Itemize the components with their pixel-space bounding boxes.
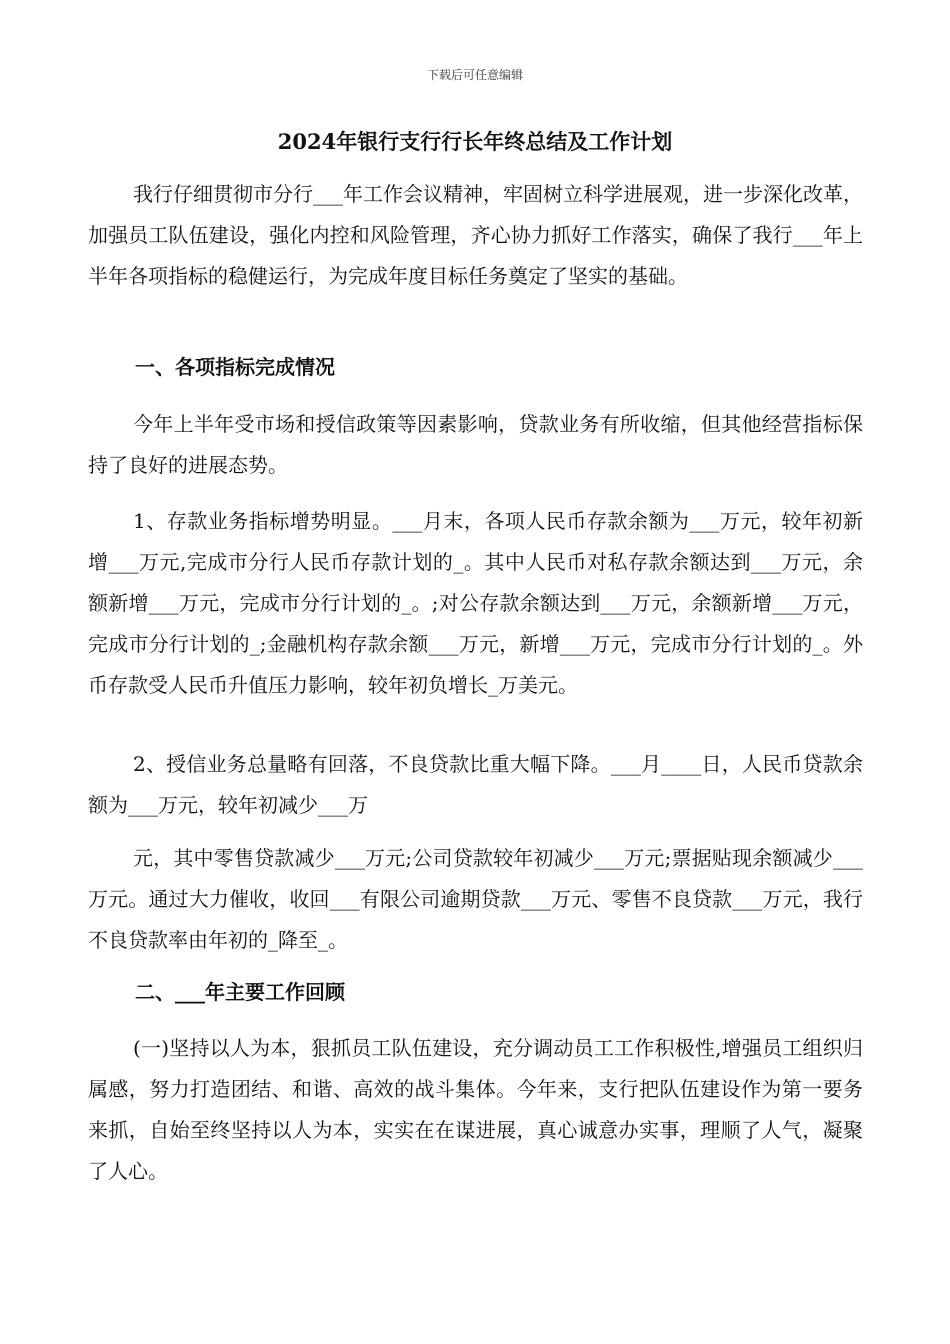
- body-paragraph: 元，其中零售贷款减少___万元;公司贷款较年初减少___万元;票据贴现余额减少___万元。通过大力催收，收回___有限公司逾期贷款___万元、零售不良贷款___万元，我行不良贷款率由年初的_降至_。: [88, 846, 863, 952]
- section-heading-1: 一、各项指标完成情况: [135, 355, 335, 379]
- intro-paragraph: 我行仔细贯彻市分行___年工作会议精神，牢固树立科学进展观，进一步深化改革，加强员工队伍建设，强化内控和风险管理，齐心协力抓好工作落实，确保了我行___年上半年各项指标的稳健运行，为完成年度目标任务奠定了坚实的基础。: [88, 182, 863, 288]
- section-heading-2: 二、___年主要工作回顾: [135, 980, 345, 1004]
- body-paragraph: (一)坚持以人为本，狠抓员工队伍建设，充分调动员工工作积极性,增强员工组织归属感，努力打造团结、和谐、高效的战斗集体。今年来，支行把队伍建设作为第一要务来抓，自始至终坚持以人为本，实实在在谋进展，真心诚意办实事，理顺了人气，凝聚了人心。: [88, 1036, 863, 1183]
- body-paragraph: 1、存款业务指标增势明显。___月末，各项人民币存款余额为___万元，较年初新增___万元,完成市分行人民币存款计划的_。其中人民币对私存款余额达到___万元，余额新增___万元，完成市分行计划的_。;对公存款余额达到___万元，余额新增___万元，完成市分行计划的_;金融机构存款余额___万元，新增___万元，完成市分行计划的_。外币存款受人民币升值压力影响，较年初负增长_万美元。: [88, 509, 863, 697]
- header-note: 下载后可任意编辑: [426, 68, 523, 82]
- body-paragraph: 2、授信业务总量略有回落，不良贷款比重大幅下降。___月____日，人民币贷款余额为___万元，较年初减少___万: [88, 752, 863, 817]
- body-paragraph: 今年上半年受市场和授信政策等因素影响，贷款业务有所收缩，但其他经营指标保持了良好的进展态势。: [88, 412, 863, 477]
- document-title: 2024年银行支行行长年终总结及工作计划: [277, 129, 673, 154]
